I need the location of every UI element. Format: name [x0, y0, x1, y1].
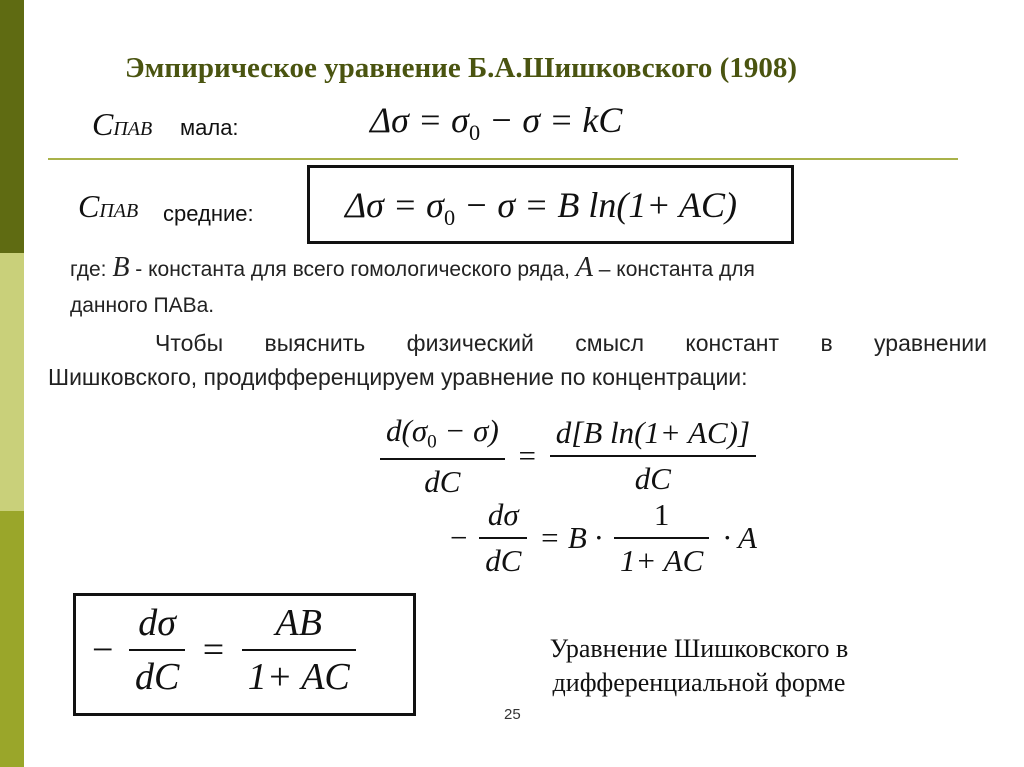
- final-lhs-fraction: $\frac{d\sigma}{dC}$: [129, 601, 185, 699]
- c-pav-small-symbol: CПАВ: [92, 106, 153, 142]
- sidebar-block-top: [0, 0, 24, 253]
- slide-title: Эмпирическое уравнение Б.А.Шишковского (1908): [125, 52, 797, 84]
- page-number: 25: [504, 706, 521, 723]
- derivative-2-lhs-fraction: $\frac{d\sigma}{dC}$: [479, 497, 527, 579]
- equation-small-concentration: $\Delta\sigma = \sigma_0 - \sigma$ = kC: [370, 100, 623, 145]
- derivative-2-rhs-fraction: $\frac{1}{1+ AC}$: [614, 497, 709, 579]
- derivative-equation-1: $\frac{d(\sigma_0 - \sigma)}{dC}$ = $\frac{\text{d[B ln(1+ AC)]}}{dC}$: [380, 413, 756, 500]
- paragraph-line-1: Чтобы выяснить физический смысл констант в уравнении: [155, 330, 987, 356]
- sidebar-block-bottom: [0, 511, 24, 767]
- case-medium-label: средние:: [163, 201, 254, 226]
- constants-description: где: B - константа для всего гомологического ряда, A – константа для данного ПАВа.: [70, 252, 755, 317]
- final-equation-caption: Уравнение Шишковского в дифференциальной форме: [549, 634, 849, 697]
- sidebar-block-middle: [0, 253, 24, 511]
- final-rhs-fraction: $\frac{AB}{1+ AC}$: [242, 601, 356, 699]
- c-pav-medium-symbol: CПАВ: [78, 188, 139, 224]
- divider-line: [48, 158, 958, 160]
- derivative-1-rhs-fraction: $\frac{\text{d[B ln(1+ AC)]}}{dC}$: [550, 415, 756, 497]
- sidebar-accent: [0, 0, 24, 767]
- derivative-equation-2: − $\frac{d\sigma}{dC}$ = B · $\frac{1}{1+ AC}$ · A: [450, 497, 757, 578]
- final-differential-equation: − $\frac{d\sigma}{dC}$ = $\frac{AB}{1+ AC}$: [92, 601, 356, 699]
- case-small-label: мала:: [180, 115, 239, 140]
- derivative-1-lhs-fraction: $\frac{d(\sigma_0 - \sigma)}{dC}$: [380, 413, 505, 500]
- paragraph-line-2: Шишковского, продифференцируем уравнение по концентрации:: [48, 364, 748, 390]
- equation-medium-concentration: $\Delta\sigma = \sigma_0 - \sigma = B$ ln(1+ AC): [345, 185, 738, 230]
